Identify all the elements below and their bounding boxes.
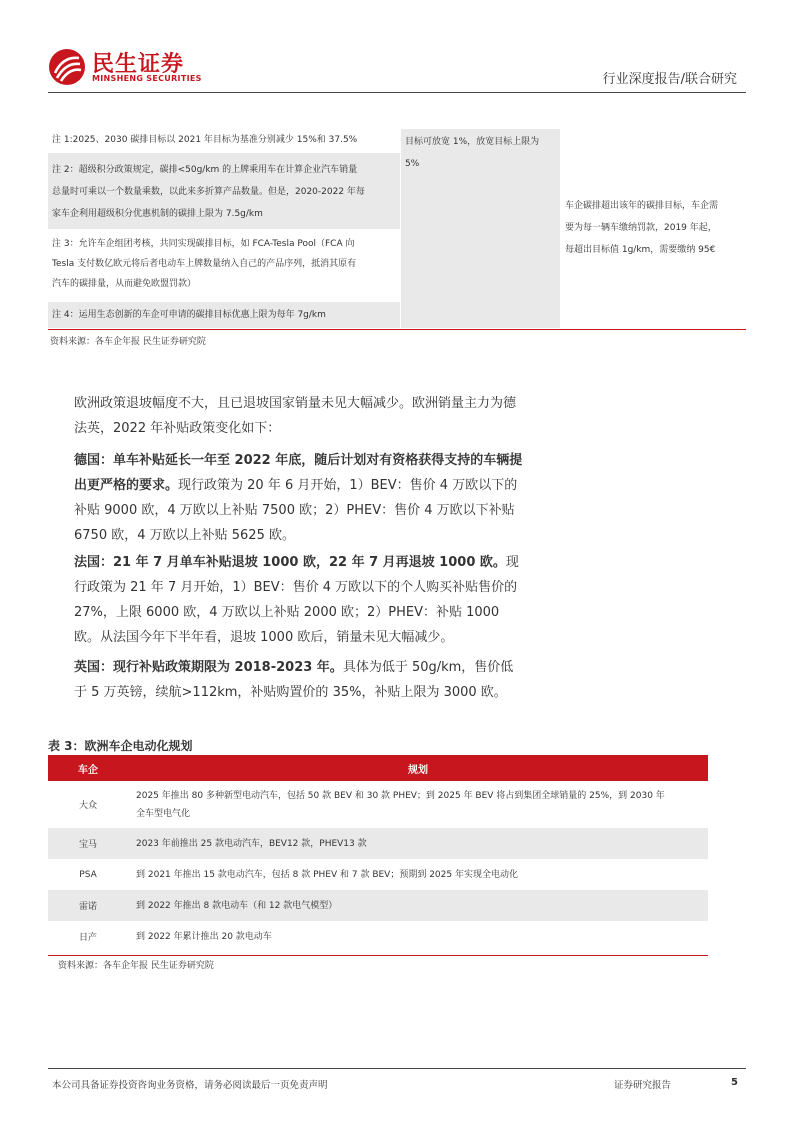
relaxation-line: 目标可放宽 1%，放宽目标上限为 xyxy=(405,137,540,147)
table3-header-row xyxy=(48,755,708,781)
note-3-line: Tesla 支付数亿欧元将后者电动车上牌数量纳入自己的产品序列，抵消其原有 xyxy=(52,259,357,269)
intro-paragraph: 欧洲政策退坡幅度不大，且已退坡国家销量未见大幅减少。欧洲销量主力为德法英，2022 年补贴政策变化如下： xyxy=(74,396,517,436)
table3-bottom-rule xyxy=(48,955,708,956)
note-4: 注 4：运用生态创新的车企可申请的碳排目标优惠上限为每年 7g/km xyxy=(48,302,400,328)
uk-heading: 英国：现行补贴政策期限为 2018-2023 年。 xyxy=(74,660,343,675)
france-heading: 法国：21 年 7 月单车补贴退坡 1000 欧，22 年 7 月再退坡 1000 欧。 xyxy=(74,555,506,570)
penalty-line: 每超出目标值 1g/km，需要缴纳 95€ xyxy=(565,245,716,255)
plan-line: 全车型电气化 xyxy=(136,808,191,819)
note-1: 注 1:2025、2030 碳排目标以 2021 年目标为基准分别减少 15%和 37.5% xyxy=(52,135,358,145)
company-cell: 日产 xyxy=(78,933,97,943)
plan-cell: 2023 年前推出 25 款电动汽车，BEV12 款，PHEV13 款 xyxy=(128,828,708,859)
france-text: 现行政策为 21 年 7 月开始，1）BEV：售价 4 万欧以下的个人购买补贴售价的 27%，上限 6000 欧，4 万欧以上补贴 2000 欧；2）PHEV：补贴 1000 欧。从法国今年下半年看，退坡 1000 欧后，销量未见大幅减少。 xyxy=(74,555,519,645)
report-type: 行业深度报告/联合研究 xyxy=(602,72,737,87)
uk-paragraph xyxy=(48,655,523,705)
note-2-line: 家车企利用超级积分优惠机制的碳排上限为 7.5g/km xyxy=(52,209,263,219)
germany-heading: 德国：单车补贴延长一年至 2022 年底，随后计划对有资格获得支持的车辆提出更严格的要求。 xyxy=(74,453,523,493)
note-3-line: 注 3：允许车企组团考核，共同实现碳排目标，如 FCA-Tesla Pool（FCA 向 xyxy=(52,239,355,249)
table-bottom-rule xyxy=(48,329,746,330)
note-3-cell xyxy=(48,230,400,300)
plan-cell: 到 2022 年推出 8 款电动车（和 12 款电气模型） xyxy=(128,890,708,921)
penalty-line: 要为每一辆车缴纳罚款，2019 年起， xyxy=(565,223,717,233)
table3-header-company: 车企 xyxy=(48,755,128,781)
note-2-line: 总量时可乘以一个数量乘数，以此来多折算产品数量。但是，2020-2022 年每 xyxy=(52,187,365,197)
company-cell: PSA xyxy=(79,869,97,880)
footer-disclaimer: 本公司具备证券投资咨询业务资格，请务必阅读最后一页免责声明 xyxy=(52,1080,328,1091)
table3-header-plan: 规划 xyxy=(128,755,708,781)
germany-paragraph xyxy=(48,448,523,548)
plan-line: 2025 年推出 80 多种新型电动汽车，包括 50 款 BEV 和 30 款 PHEV；到 2025 年 BEV 将占到集团全球销量的 25%，到 2030 年 xyxy=(136,790,665,801)
table-row xyxy=(48,921,708,952)
germany-text: 现行政策为 20 年 6 月开始，1）BEV：售价 4 万欧以下的补贴 9000 欧，4 万欧以上补贴 7500 欧；2）PHEV：售价 4 万欧以下补贴 6750 欧，4 万欧以上补贴 5625 欧。 xyxy=(74,478,518,543)
note-2-line: 注 2：超级积分政策规定，碳排<50g/km 的上牌乘用车在计算企业汽车销量 xyxy=(52,165,358,175)
table-source: 资料来源：各车企年报 民生证券研究院 xyxy=(50,337,206,347)
footer-divider xyxy=(48,1068,746,1069)
penalty-cell xyxy=(561,129,746,328)
table-row xyxy=(48,890,708,921)
penalty-line: 车企碳排超出该年的碳排目标，车企需 xyxy=(565,201,719,211)
minsheng-logo-icon xyxy=(48,48,86,86)
plan-cell: 到 2022 年累计推出 20 款电动车 xyxy=(136,931,272,942)
table3 xyxy=(48,755,708,952)
relaxation-cell xyxy=(401,129,560,328)
footer-report-label: 证券研究报告 xyxy=(614,1080,672,1091)
table-row xyxy=(48,781,708,828)
plan-cell xyxy=(128,781,708,828)
logo-chinese-name: 民生证券 xyxy=(92,52,185,77)
company-cell: 雷诺 xyxy=(48,890,128,921)
plan-cell: 到 2021 年推出 15 款电动汽车，包括 8 款 PHEV 和 7 款 BEV；预期到 2025 年实现全电动化 xyxy=(136,869,518,880)
header-divider xyxy=(48,92,746,93)
logo-english-name: MINSHENG SECURITIES xyxy=(92,74,202,83)
page-number: 5 xyxy=(731,1077,738,1088)
company-cell: 大众 xyxy=(78,801,97,811)
france-paragraph xyxy=(48,550,523,650)
relaxation-line: 5% xyxy=(405,159,420,169)
table-row xyxy=(48,828,708,859)
uk-text: 具体为低于 50g/km，售价低于 5 万英镑，续航>112km，补贴购置价的 35%，补贴上限为 3000 欧。 xyxy=(74,660,514,700)
table-row xyxy=(48,859,708,890)
note-3-line: 汽车的碳排量，从而避免欧盟罚款） xyxy=(52,279,197,289)
table3-source: 资料来源：各车企年报 民生证券研究院 xyxy=(58,961,214,971)
table3-title: 表 3：欧洲车企电动化规划 xyxy=(48,739,193,753)
company-cell: 宝马 xyxy=(48,828,128,859)
note-2-cell xyxy=(48,153,400,229)
